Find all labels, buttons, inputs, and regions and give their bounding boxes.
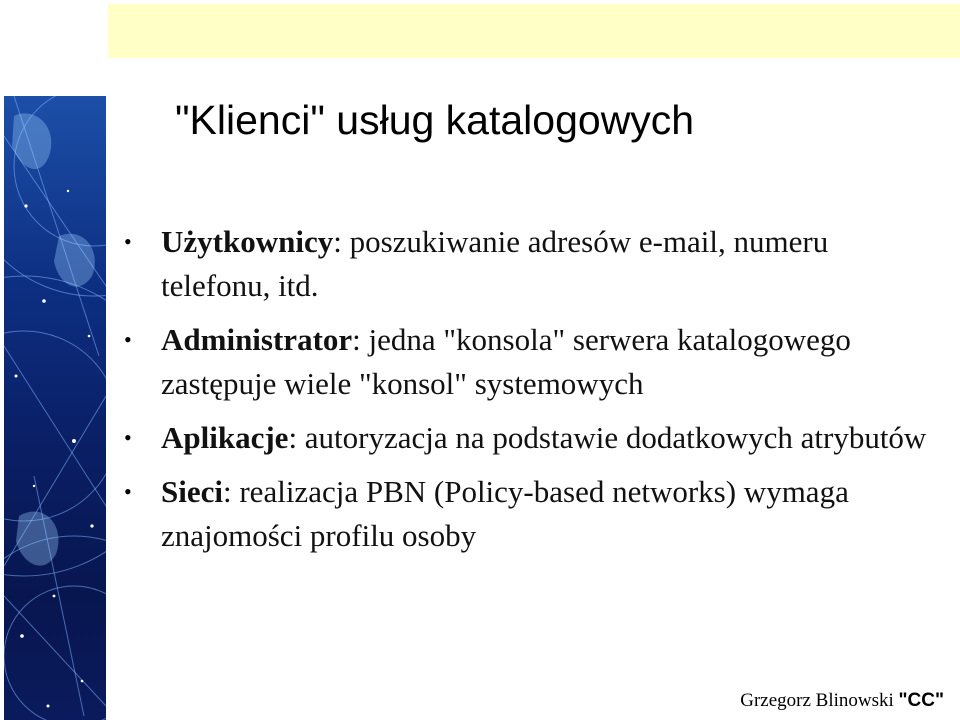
top-color-band (108, 4, 960, 58)
bullet-text: : poszukiwanie adresów e-mail, numeru telefonu, itd. (161, 224, 829, 303)
footer-tag: "CC" (898, 690, 944, 711)
star-map-decoration-strip (4, 96, 106, 720)
bullet-item (124, 416, 944, 460)
bullet-item (124, 220, 944, 308)
slide-title: "Klienci" usług katalogowych (175, 97, 695, 143)
bullet-term: Sieci (161, 474, 223, 509)
bullet-marker: • (124, 425, 132, 450)
bullet-item (124, 470, 944, 558)
slide-footer (740, 690, 944, 712)
bullet-term: Administrator (161, 322, 353, 357)
star-map-icon (4, 96, 106, 720)
bullet-marker: • (124, 479, 132, 504)
bullet-term: Aplikacje (161, 420, 289, 455)
bullet-term: Użytkownicy (161, 224, 334, 259)
bullet-marker: • (124, 327, 132, 352)
bullet-text: : jedna "konsola" serwera katalogowego zastępuje wiele "konsol" systemowych (161, 322, 851, 401)
bullet-text: : realizacja PBN (Policy-based networks) wymaga znajomości profilu osoby (161, 474, 849, 553)
bullet-list (124, 220, 944, 568)
footer-author: Grzegorz Blinowski (740, 690, 899, 711)
bullet-marker: • (124, 229, 132, 254)
bullet-text: : autoryzacja na podstawie dodatkowych atrybutów (288, 420, 927, 455)
bullet-item (124, 318, 944, 406)
